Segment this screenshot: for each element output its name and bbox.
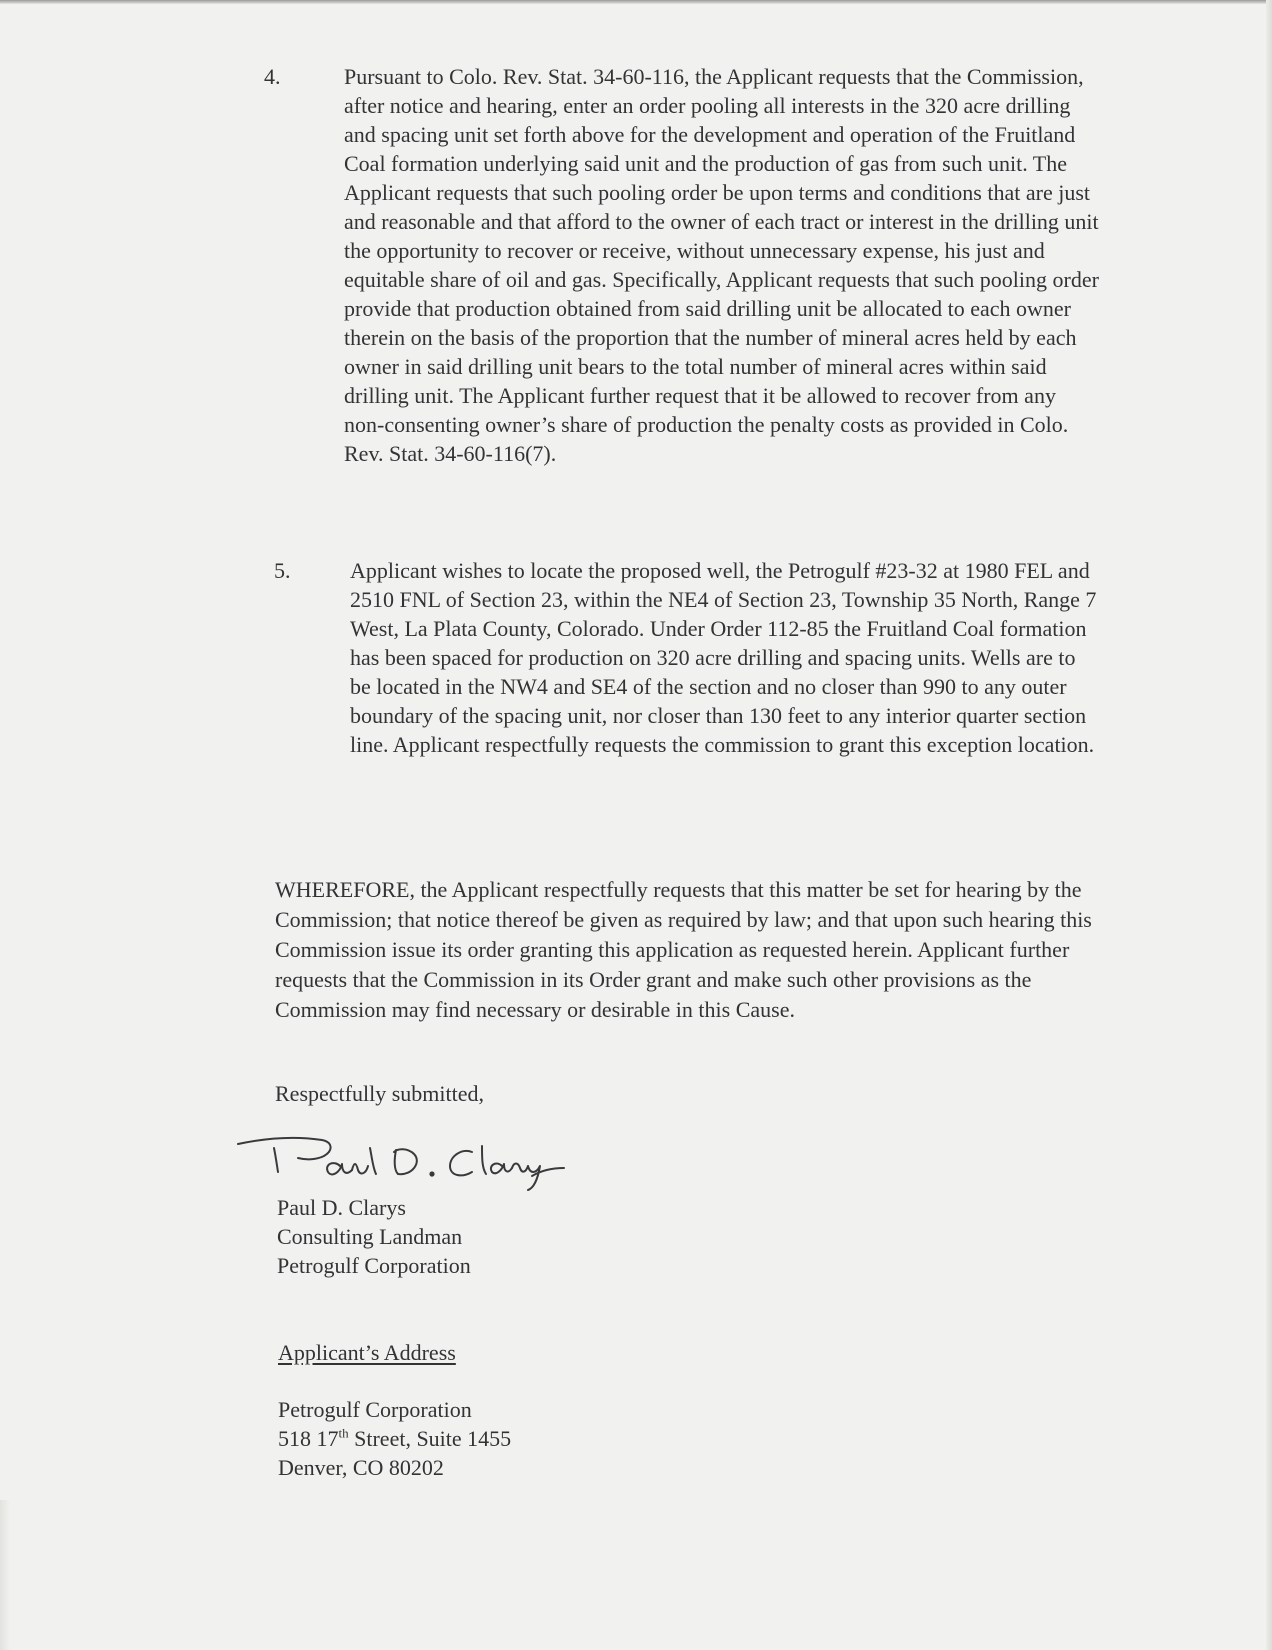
signature-block [277, 1193, 471, 1280]
handwritten-signature [236, 1130, 566, 1200]
address-city: Denver, CO 80202 [278, 1455, 444, 1480]
closing-line: Respectfully submitted, [275, 1081, 484, 1106]
address-street [278, 1424, 511, 1453]
paragraph-number: 4. [264, 64, 281, 89]
signer-title: Consulting Landman [277, 1224, 463, 1249]
page-top-edge [0, 0, 1272, 4]
street-suffix: th [338, 1425, 349, 1441]
page-left-edge [0, 1500, 10, 1650]
signer-name: Paul D. Clarys [277, 1195, 406, 1220]
paragraph-number: 5. [274, 558, 291, 583]
wherefore-paragraph: WHEREFORE, the Applicant respectfully requests that this matter be set for hearing by the Commission; that notice thereof be given as required by law; and that upon such hearing this Commission issue its order granting this application as requested herein. Applicant further requests that the Commission in its Order grant and make such other provisions as the Commission may find necessary or desirable in this Cause. [275, 877, 1092, 1022]
paragraph-text: Applicant wishes to locate the proposed well, the Petrogulf #23-32 at 1980 FEL and 2510 FNL of Section 23, within the NE4 of Section 23, Township 35 North, Range 7 West, La Plata County, Colorado. Under Order 112-85 the Fruitland Coal formation has been spaced for production on 320 acre drilling and spacing units. Wells are to be located in the NW4 and SE4 of the section and no closer than 990 to any outer boundary of the spacing unit, nor closer than 130 feet to any interior quarter section line. Applicant respectfully requests the commission to grant this exception location. [350, 558, 1097, 757]
address-block [278, 1395, 511, 1482]
street-rest: Street, Suite 1455 [348, 1426, 512, 1451]
page-right-edge [1266, 0, 1272, 1650]
paragraph-text: Pursuant to Colo. Rev. Stat. 34-60-116, the Applicant requests that the Commission, after notice and hearing, enter an order pooling all interests in the 320 acre drilling and spacing unit set forth above for the development and operation of the Fruitland Coal formation underlying said unit and the production of gas from such unit. The Applicant requests that such pooling order be upon terms and conditions that are just and reasonable and that afford to the owner of each tract or interest in the drilling unit the opportunity to recover or receive, without unnecessary expense, his just and equitable share of oil and gas. Specifically, Applicant requests that such pooling order provide that production obtained from said drilling unit be allocated to each owner therein on the basis of the proportion that the number of mineral acres held by each owner in said drilling unit bears to the total number of mineral acres within said drilling unit. The Applicant further request that it be allowed to recover from any non-consenting owner’s share of production the penalty costs as provided in Colo. Rev. Stat. 34-60-116(7). [344, 64, 1099, 466]
street-number: 518 17 [278, 1426, 339, 1451]
address-heading: Applicant’s Address [278, 1340, 456, 1365]
signer-company: Petrogulf Corporation [277, 1253, 471, 1278]
address-company: Petrogulf Corporation [278, 1397, 472, 1422]
